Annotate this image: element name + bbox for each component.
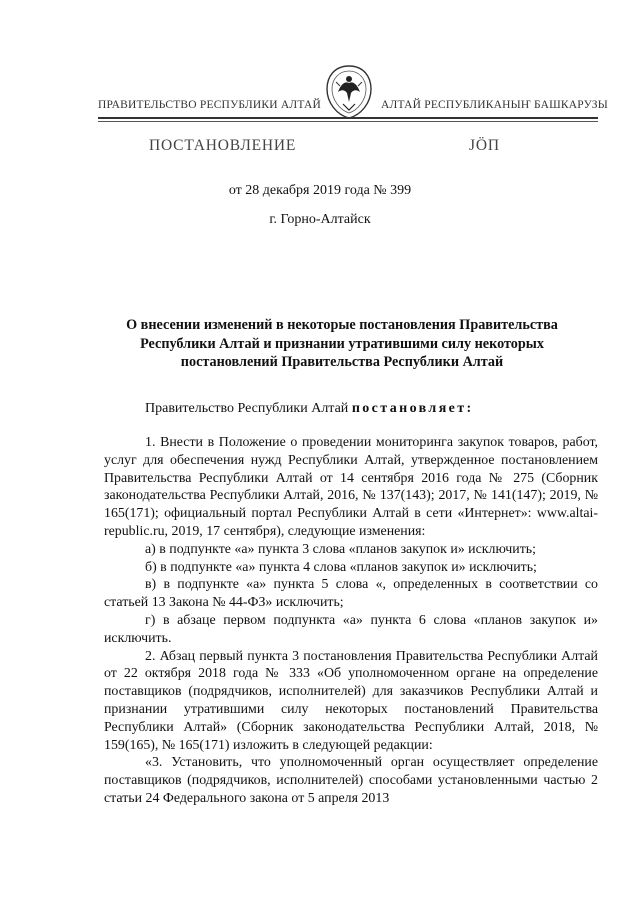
paragraph-3-quote: «3. Установить, что уполномоченный орган осуществляет определение поставщиков (подрядчиков, исполнителей) способами установленными частью 2 статьи 24 Федерального закона от 5 апреля 2013 [104, 755, 598, 806]
document-city: г. Горно-Алтайск [269, 212, 371, 227]
intro-prefix: Правительство Республики Алтай [145, 401, 352, 416]
document-title: О внесении изменений в некоторые постановления Правительства Республики Алтай и признании утратившими силу некоторых постановлений Правительства Республики Алтай [126, 317, 558, 370]
government-name-russian: ПРАВИТЕЛЬСТВО РЕСПУБЛИКИ АЛТАЙ [98, 99, 322, 111]
document-date-number: от 28 декабря 2019 года № 399 [228, 183, 412, 198]
header-rule-thick [98, 117, 598, 119]
paragraph-1g: г) в абзаце первом подпункта «а» пункта 6 слова «планов закупок и» исключить. [104, 612, 598, 646]
government-name-altai: АЛТАЙ РЕСПУБЛИКАНЫҤ БАШКАРУЗЫ [381, 99, 608, 111]
coat-of-arms-icon [322, 62, 376, 120]
paragraph-1b: б) в подпункте «а» пункта 4 слова «планов закупок и» исключить; [145, 559, 537, 575]
paragraph-1: 1. Внести в Положение о проведении мониторинга закупок товаров, работ, услуг для обеспечения нужд Республики Алтай, утвержденное постановлением Правительства Республики Алтай от 14 сентября 2016 года № 275 (Сборник законодательства Республики Алтай, 2016, № 137(143); 2017, № 141(147); 2019, № 165(171); официальный портал Республики Алтай в сети «Интернет»: www.altai-republic.ru, 2019, 17 сентября), следующие изменения: [104, 435, 598, 539]
document-type-altai: ЈӦП [469, 137, 500, 154]
document-body [104, 434, 598, 808]
header-rule-thin [98, 121, 598, 122]
paragraph-1v: в) в подпункте «а» пункта 5 слова «, определенных в соответствии со статьей 13 Закона № 44-ФЗ» исключить; [104, 577, 598, 611]
intro-line [145, 401, 474, 417]
document-type-russian: ПОСТАНОВЛЕНИЕ [149, 137, 297, 154]
paragraph-2: 2. Абзац первый пункта 3 постановления Правительства Республики Алтай от 22 октября 2018 года № 333 «Об уполномоченном органе на определение поставщиков (подрядчиков, исполнителей) для заказчиков Республики Алтай и признании утратившими силу некоторых постановлений Правительства Республики Алтай» (Сборник законодательства Республики Алтай, 2018, № 159(165), № 165(171) изложить в следующей редакции: [104, 648, 598, 753]
paragraph-1a: а) в подпункте «а» пункта 3 слова «планов закупок и» исключить; [145, 541, 536, 557]
intro-verb: постановляет: [351, 401, 474, 416]
